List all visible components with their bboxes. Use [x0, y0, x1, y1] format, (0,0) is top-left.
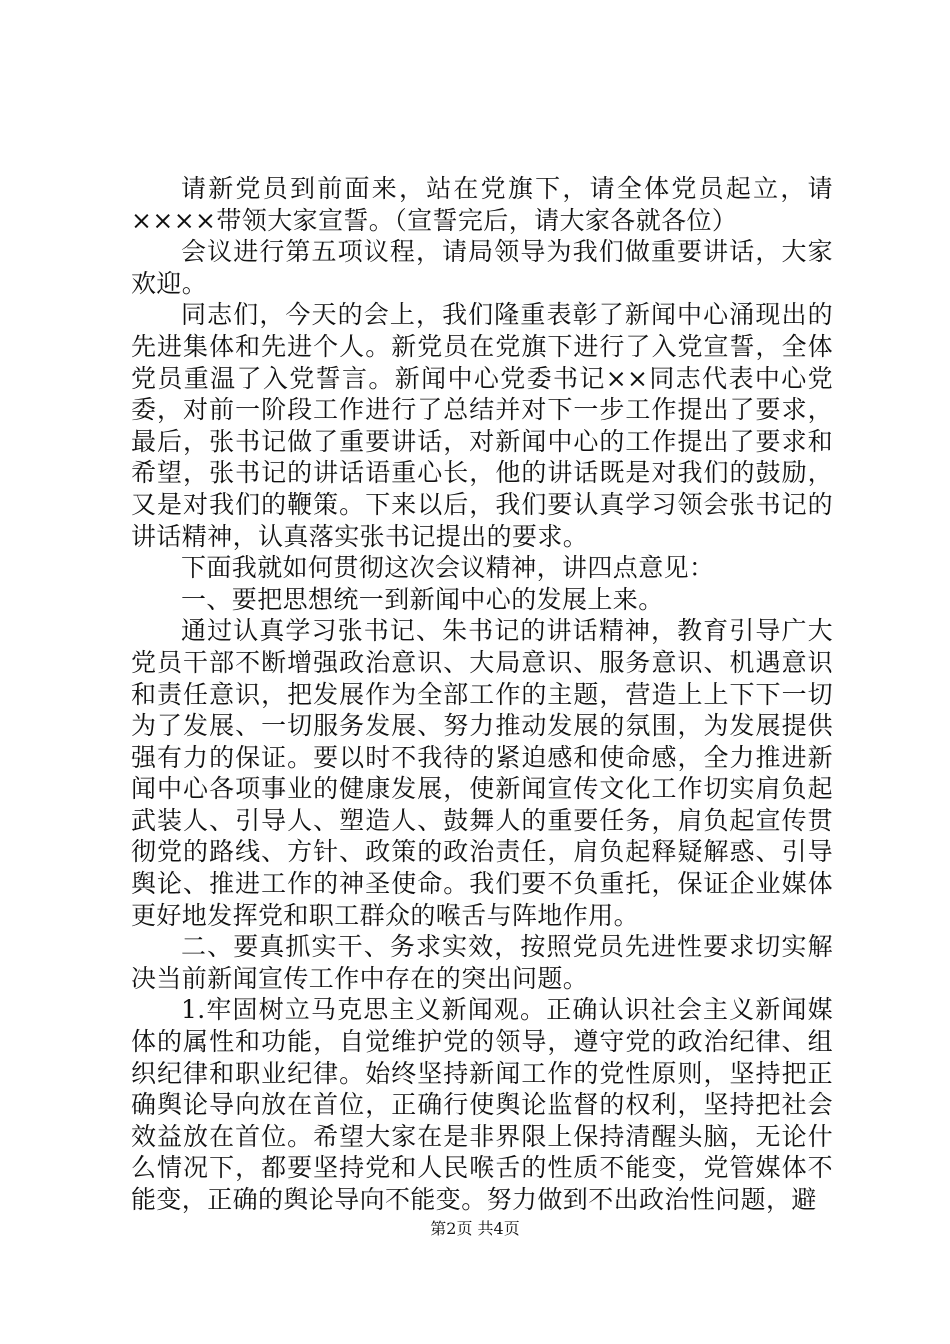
paragraph-point-one-body: 通过认真学习张书记、朱书记的讲话精神，教育引导广大党员干部不断增强政治意识、大局意识、服务意识、机遇意识和责任意识，把发展作为全部工作的主题，营造上上下下一切为了发展、一切服务发展、努力推动发展的氛围，为发展提供强有力的保证。要以时不我待的紧迫感和使命感，全力推进新闻中心各项事业的健康发展，使新闻宣传文化工作切实肩负起武装人、引导人、塑造人、鼓舞人的重要任务，肩负起宣传贯彻党的路线、方针、政策的政治责任，肩负起释疑解惑、引导舆论、推进工作的神圣使命。我们要不负重托，保证企业媒体更好地发挥党和职工群众的喉舌与阵地作用。 [131, 616, 833, 930]
document-body [131, 173, 833, 1216]
paragraph-point-two-heading: 二、要真抓实干、务求实效，按照党员先进性要求切实解决当前新闻宣传工作中存在的突出问题。 [131, 932, 833, 993]
paragraph-four-points: 下面我就如何贯彻这次会议精神，讲四点意见： [181, 553, 715, 583]
paragraph-comrades: 同志们，今天的会上，我们隆重表彰了新闻中心涌现出的先进集体和先进个人。新党员在党旗下进行了入党宣誓，全体党员重温了入党誓言。新闻中心党委书记××同志代表中心党委，对前一阶段工作进行了总结并对下一步工作提出了要求，最后，张书记做了重要讲话，对新闻中心的工作提出了要求和希望，张书记的讲话语重心长，他的讲话既是对我们的鼓励，又是对我们的鞭策。下来以后，我们要认真学习领会张书记的讲话精神，认真落实张书记提出的要求。 [131, 300, 833, 551]
paragraph-oath: 请新党员到前面来，站在党旗下，请全体党员起立，请××××带领大家宣誓。（宣誓完后，请大家各就各位） [131, 174, 833, 235]
paragraph-agenda-five: 会议进行第五项议程，请局领导为我们做重要讲话，大家欢迎。 [131, 237, 833, 298]
paragraph-point-one-heading: 一、要把思想统一到新闻中心的发展上来。 [181, 584, 664, 614]
paragraph-point-two-item-one: 1.牢固树立马克思主义新闻观。正确认识社会主义新闻媒体的属性和功能，自觉维护党的领导，遵守党的政治纪律、组织纪律和职业纪律。始终坚持新闻工作的党性原则，坚持把正确舆论导向放在首位，正确行使舆论监督的权利，坚持把社会效益放在首位。希望大家在是非界限上保持清醒头脑，无论什么情况下，都要坚持党和人民喉舌的性质不能变，党管媒体不能变，正确的舆论导向不能变。努力做到不出政治性问题，避 [131, 995, 833, 1214]
page-number-footer: 第2页 共4页 [430, 1219, 520, 1238]
